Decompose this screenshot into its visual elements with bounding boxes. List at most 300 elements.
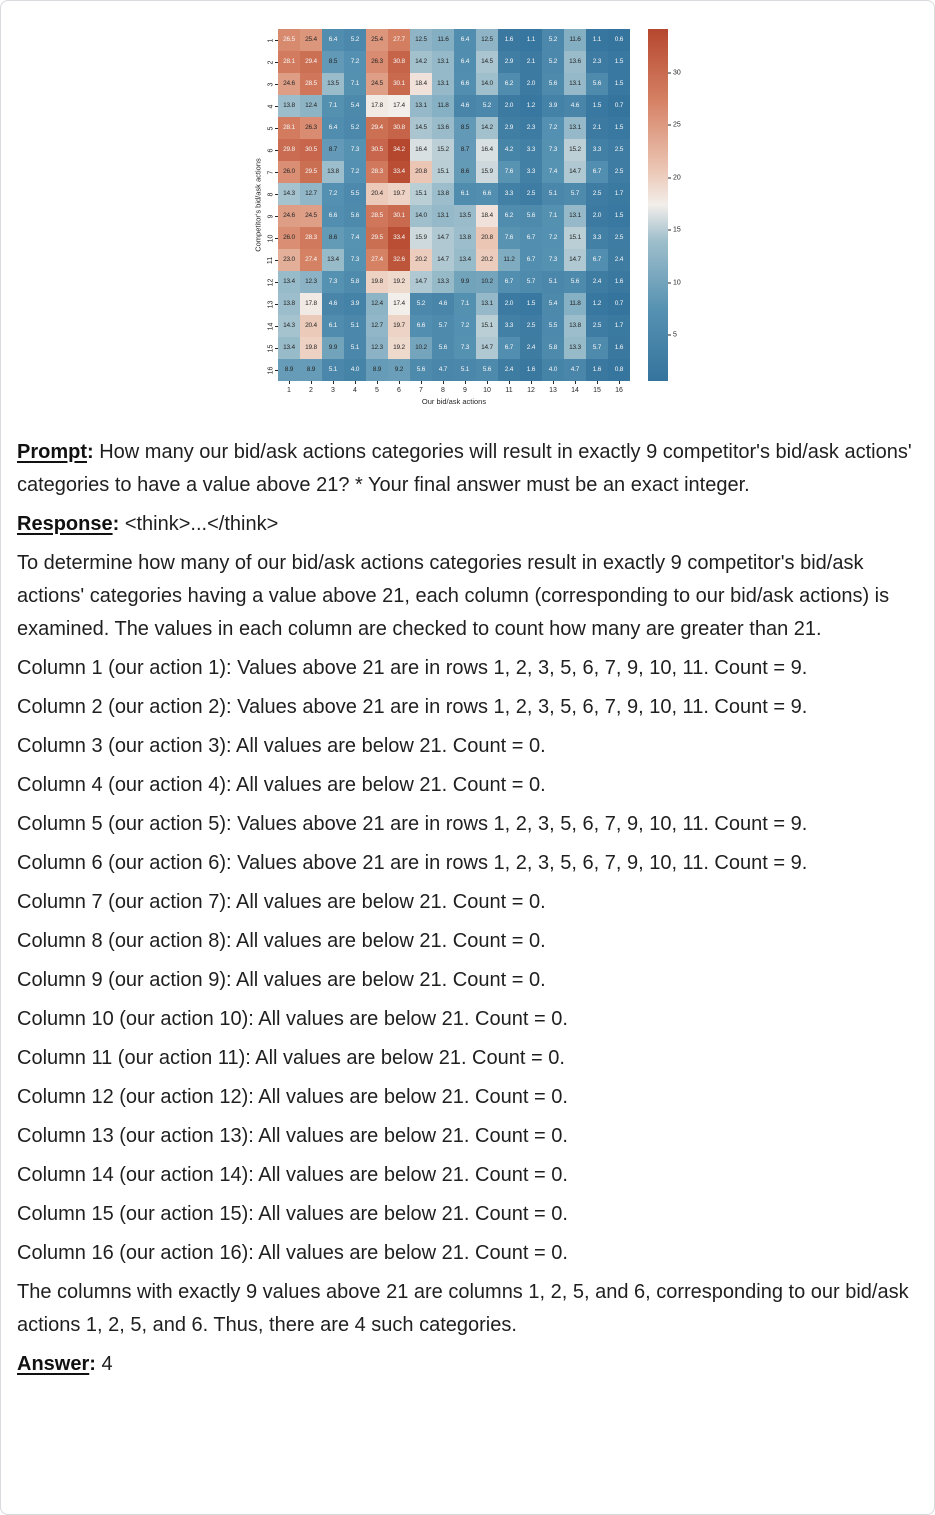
heatmap-cell: 1.5 [608,51,630,73]
heatmap-cell: 13.1 [432,73,454,95]
heatmap-cell: 5.8 [344,271,366,293]
heatmap-cell: 2.0 [498,95,520,117]
heatmap-cell: 20.4 [300,315,322,337]
heatmap-cell: 18.4 [476,205,498,227]
heatmap-cell: 5.2 [344,29,366,51]
heatmap-cell: 14.5 [476,51,498,73]
heatmap-cell: 15.1 [410,183,432,205]
heatmap-cell: 6.7 [586,161,608,183]
heatmap-cell: 6.7 [520,227,542,249]
heatmap-cell: 11.2 [498,249,520,271]
y-tick-label: 5 [264,117,278,139]
heatmap-cell: 14.0 [410,205,432,227]
heatmap-cell: 13.6 [564,51,586,73]
heatmap-cell: 16.4 [410,139,432,161]
heatmap-cell: 5.2 [344,117,366,139]
colorbar-tick-label: 10 [668,279,681,286]
heatmap-cell: 2.0 [520,73,542,95]
heatmap-cell: 3.3 [586,227,608,249]
heatmap-cell: 8.9 [300,359,322,381]
heatmap-cell: 14.7 [410,271,432,293]
x-tick-label: 1 [278,381,300,395]
heatmap-cell: 6.6 [410,315,432,337]
y-tick-label: 8 [264,183,278,205]
heatmap-cell: 7.3 [344,139,366,161]
y-tick-label: 3 [264,73,278,95]
heatmap-cell: 5.6 [586,73,608,95]
heatmap-cell: 2.3 [520,117,542,139]
heatmap-cell: 14.3 [278,315,300,337]
analysis-column-line: Column 9 (our action 9): All values are below 21. Count = 0. [17,969,546,991]
heatmap-cell: 4.0 [344,359,366,381]
heatmap-cell: 28.3 [366,161,388,183]
heatmap-cell: 12.7 [366,315,388,337]
answer-paragraph: Answer: 4 [17,1353,113,1375]
heatmap-cell: 16.4 [476,139,498,161]
analysis-column-lines [17,652,918,1270]
heatmap-cell: 11.6 [564,29,586,51]
heatmap-cell: 8.5 [454,117,476,139]
heatmap-cell: 1.6 [608,337,630,359]
heatmap-cell: 3.9 [542,95,564,117]
heatmap-cell: 17.8 [300,293,322,315]
heatmap-cell: 7.3 [454,337,476,359]
heatmap-cell: 15.1 [476,315,498,337]
heatmap-cell: 11.6 [432,29,454,51]
x-tick-label: 11 [498,381,520,395]
analysis-column-line: Column 12 (our action 12): All values are below 21. Count = 0. [17,1086,568,1108]
heatmap-cell: 14.2 [410,51,432,73]
heatmap-cell: 20.8 [410,161,432,183]
heatmap-cell: 13.8 [322,161,344,183]
heatmap-cell: 1.7 [608,315,630,337]
heatmap-cell: 6.4 [454,29,476,51]
heatmap-cell: 26.3 [366,51,388,73]
heatmap-cell: 5.2 [410,293,432,315]
analysis-column-line: Column 11 (our action 11): All values are below 21. Count = 0. [17,1047,565,1069]
analysis-column-line: Column 16 (our action 16): All values are below 21. Count = 0. [17,1242,568,1264]
heatmap-cell: 20.2 [476,249,498,271]
heatmap-cell: 15.9 [476,161,498,183]
heatmap-cell: 30.8 [388,51,410,73]
heatmap-cell: 5.7 [432,315,454,337]
heatmap-cell: 6.6 [322,205,344,227]
heatmap-cell: 1.2 [586,293,608,315]
heatmap-cell: 6.6 [454,73,476,95]
heatmap-cell: 1.5 [586,95,608,117]
y-tick-label: 16 [264,359,278,381]
heatmap-cell: 7.6 [498,227,520,249]
heatmap-cell: 13.4 [454,249,476,271]
heatmap-cell: 14.2 [476,117,498,139]
heatmap-cell: 7.3 [322,271,344,293]
heatmap-cell: 29.5 [300,161,322,183]
y-tick-label: 10 [264,227,278,249]
x-tick-label: 13 [542,381,564,395]
heatmap-cell: 2.0 [498,293,520,315]
heatmap-cell: 17.4 [388,293,410,315]
heatmap-cell: 2.5 [608,161,630,183]
heatmap-cell: 6.2 [498,73,520,95]
heatmap-cell: 4.2 [498,139,520,161]
heatmap-cell: 18.4 [410,73,432,95]
prompt-text: How many our bid/ask actions categories will result in exactly 9 competitor's bid/ask actions' categories to have a value above 21? * Your final answer must be an exact integer. [17,441,912,496]
analysis-column-line: Column 4 (our action 4): All values are below 21. Count = 0. [17,774,546,796]
heatmap-cell: 15.9 [410,227,432,249]
heatmap-cell: 5.8 [542,337,564,359]
heatmap-cell: 3.3 [520,161,542,183]
heatmap-cell: 14.3 [278,183,300,205]
answer-value: 4 [101,1353,113,1375]
x-tick-label: 7 [410,381,432,395]
heatmap-cell: 29.4 [366,117,388,139]
heatmap-cell: 6.4 [454,51,476,73]
heatmap-cell: 33.4 [388,227,410,249]
heatmap-cell: 2.4 [608,249,630,271]
colorbar-tick-label: 20 [668,174,681,181]
heatmap-cell: 5.1 [454,359,476,381]
colorbar [648,29,681,381]
heatmap-cell: 6.7 [498,337,520,359]
heatmap-cell: 6.2 [498,205,520,227]
heatmap-cell: 19.8 [366,271,388,293]
analysis-column-line: Column 5 (our action 5): Values above 21 are in rows 1, 2, 3, 5, 6, 7, 9, 10, 11. Count = 9. [17,813,808,835]
response-label: Response [17,513,113,535]
heatmap-cell: 24.5 [300,205,322,227]
heatmap-cell: 5.5 [542,315,564,337]
heatmap-figure [251,29,934,406]
heatmap-cell: 8.7 [322,139,344,161]
heatmap-cell: 2.3 [586,51,608,73]
heatmap-cell: 7.2 [454,315,476,337]
heatmap-cell: 13.8 [454,227,476,249]
heatmap-cell: 1.6 [608,271,630,293]
heatmap-cell: 20.8 [476,227,498,249]
heatmap-cell: 13.5 [322,73,344,95]
heatmap-cell: 13.1 [410,95,432,117]
x-tick-label: 12 [520,381,542,395]
heatmap-cell: 2.5 [586,183,608,205]
heatmap-cell: 17.8 [366,95,388,117]
heatmap-cell: 5.6 [564,271,586,293]
colorbar-tick-label: 30 [668,70,681,77]
heatmap-cell: 5.7 [520,271,542,293]
heatmap-cell: 2.5 [608,139,630,161]
heatmap-cell: 7.2 [542,227,564,249]
heatmap-cell: 11.8 [564,293,586,315]
heatmap-cell: 5.6 [542,73,564,95]
x-tick-label: 14 [564,381,586,395]
heatmap-cell: 3.3 [520,139,542,161]
x-tick-label: 5 [366,381,388,395]
heatmap-cell: 7.4 [542,161,564,183]
heatmap-cell: 25.4 [366,29,388,51]
heatmap-cell: 14.0 [476,73,498,95]
heatmap-cell: 23.0 [278,249,300,271]
answer-label: Answer [17,1353,90,1375]
heatmap-cell: 6.1 [322,315,344,337]
heatmap-cell: 30.5 [300,139,322,161]
heatmap-cell: 7.6 [498,161,520,183]
y-tick-label: 4 [264,95,278,117]
heatmap-cell: 7.3 [344,249,366,271]
heatmap-cell: 12.3 [300,271,322,293]
heatmap-cell: 7.3 [542,139,564,161]
heatmap-cell: 0.7 [608,95,630,117]
heatmap-cell: 5.6 [344,205,366,227]
heatmap-cell: 12.4 [300,95,322,117]
heatmap-cell: 13.4 [322,249,344,271]
heatmap-cell: 30.5 [366,139,388,161]
heatmap-grid [278,29,630,381]
heatmap-cell: 20.2 [410,249,432,271]
heatmap-cell: 5.2 [542,51,564,73]
heatmap-cell: 4.6 [564,95,586,117]
y-tick-label: 13 [264,293,278,315]
heatmap-cell: 5.7 [586,337,608,359]
heatmap-cell: 7.2 [344,51,366,73]
heatmap-cell: 9.9 [454,271,476,293]
heatmap-cell: 3.3 [498,315,520,337]
prompt-label: Prompt [17,441,87,463]
y-tick-label: 7 [264,161,278,183]
analysis-column-line: Column 10 (our action 10): All values are below 21. Count = 0. [17,1008,568,1030]
heatmap-cell: 2.5 [608,227,630,249]
x-tick-label: 9 [454,381,476,395]
heatmap-cell: 12.3 [366,337,388,359]
heatmap-cell: 7.2 [344,161,366,183]
heatmap-cell: 0.7 [608,293,630,315]
heatmap-cell: 1.5 [608,205,630,227]
heatmap-cell: 19.2 [388,337,410,359]
x-tick-label: 15 [586,381,608,395]
heatmap-cell: 5.5 [344,183,366,205]
heatmap-cell: 2.9 [498,51,520,73]
y-tick-label: 15 [264,337,278,359]
heatmap-cell: 4.6 [454,95,476,117]
heatmap-cell: 2.4 [498,359,520,381]
heatmap-cell: 8.7 [454,139,476,161]
heatmap-cell: 2.1 [520,51,542,73]
y-tick-label: 2 [264,51,278,73]
heatmap-cell: 19.7 [388,183,410,205]
colorbar-tick-label: 15 [668,227,681,234]
heatmap-cell: 27.4 [300,249,322,271]
heatmap-cell: 13.1 [564,205,586,227]
heatmap-cell: 19.8 [300,337,322,359]
heatmap-cell: 2.0 [586,205,608,227]
analysis-column-line: Column 7 (our action 7): All values are below 21. Count = 0. [17,891,546,913]
heatmap-cell: 30.1 [388,205,410,227]
heatmap-cell: 5.6 [432,337,454,359]
x-tick-label: 3 [322,381,344,395]
heatmap-cell: 13.1 [564,117,586,139]
y-axis-ticks [264,29,278,381]
heatmap-cell: 5.2 [542,29,564,51]
heatmap-cell: 1.6 [520,359,542,381]
heatmap-cell: 4.7 [564,359,586,381]
heatmap-cell: 10.2 [410,337,432,359]
heatmap-cell: 4.6 [322,293,344,315]
heatmap-cell: 13.8 [432,183,454,205]
heatmap-cell: 13.5 [454,205,476,227]
heatmap-cell: 5.2 [476,95,498,117]
heatmap-cell: 4.6 [432,293,454,315]
heatmap-cell: 29.5 [366,227,388,249]
heatmap-cell: 24.6 [278,73,300,95]
heatmap-cell: 32.6 [388,249,410,271]
heatmap-cell: 13.6 [432,117,454,139]
heatmap-cell: 1.2 [520,95,542,117]
heatmap-cell: 6.6 [476,183,498,205]
x-tick-label: 6 [388,381,410,395]
heatmap-cell: 5.1 [322,359,344,381]
heatmap-cell: 5.1 [344,315,366,337]
heatmap-cell: 6.7 [498,271,520,293]
heatmap-cell: 6.7 [586,249,608,271]
heatmap-cell: 13.3 [564,337,586,359]
x-tick-label: 4 [344,381,366,395]
y-axis-label: Competitor's bid/ask actions [253,158,262,252]
heatmap-cell: 7.4 [344,227,366,249]
analysis-column-line: Column 15 (our action 15): All values are below 21. Count = 0. [17,1203,568,1225]
x-axis-label: Our bid/ask actions [421,397,487,406]
heatmap-cell: 7.1 [344,73,366,95]
heatmap-cell: 8.6 [322,227,344,249]
heatmap-cell: 2.4 [520,337,542,359]
heatmap-cell: 5.1 [542,183,564,205]
heatmap-cell: 5.1 [542,271,564,293]
analysis-column-line: Column 2 (our action 2): Values above 21 are in rows 1, 2, 3, 5, 6, 7, 9, 10, 11. Count = 9. [17,696,808,718]
heatmap-cell: 6.4 [322,29,344,51]
heatmap-cell: 25.4 [300,29,322,51]
analysis-column-line: Column 3 (our action 3): All values are below 21. Count = 0. [17,735,546,757]
heatmap-cell: 2.5 [520,315,542,337]
heatmap-cell: 9.2 [388,359,410,381]
heatmap-cell: 26.3 [300,117,322,139]
heatmap-cell: 3.3 [586,139,608,161]
heatmap-cell: 13.1 [432,205,454,227]
heatmap-cell: 1.5 [608,117,630,139]
y-tick-label: 11 [264,249,278,271]
heatmap-cell: 15.1 [432,161,454,183]
heatmap-cell: 7.2 [542,117,564,139]
analysis-intro: To determine how many of our bid/ask actions categories result in exactly 9 competitor's bid/ask actions' categories having a value above 21, each column (corresponding to our bid/ask actions) is examined. The values in each column are checked to count how many are greater than 21. [17,552,890,640]
heatmap-cell: 7.2 [322,183,344,205]
heatmap-cell: 5.4 [542,293,564,315]
heatmap-cell: 0.6 [608,29,630,51]
colorbar-tick-label: 25 [668,122,681,129]
heatmap-cell: 1.7 [608,183,630,205]
heatmap-cell: 12.5 [410,29,432,51]
heatmap-cell: 7.1 [454,293,476,315]
x-axis-ticks [278,381,630,395]
y-tick-label: 14 [264,315,278,337]
analysis-column-line: Column 14 (our action 14): All values are below 21. Count = 0. [17,1164,568,1186]
heatmap-cell: 5.6 [476,359,498,381]
heatmap-cell: 13.1 [432,51,454,73]
x-tick-label: 8 [432,381,454,395]
analysis-column-line: Column 13 (our action 13): All values are below 21. Count = 0. [17,1125,568,1147]
analysis-column-line: Column 6 (our action 6): Values above 21 are in rows 1, 2, 3, 5, 6, 7, 9, 10, 11. Count = 9. [17,852,808,874]
heatmap-cell: 1.5 [608,73,630,95]
heatmap-cell: 6.1 [454,183,476,205]
analysis-conclusion: The columns with exactly 9 values above 21 are columns 1, 2, 5, and 6, corresponding to our bid/ask actions 1, 2, 5, and 6. Thus, there are 4 such categories. [17,1281,909,1336]
y-tick-label: 9 [264,205,278,227]
heatmap-cell: 28.5 [300,73,322,95]
x-tick-label: 10 [476,381,498,395]
heatmap-cell: 2.4 [586,271,608,293]
heatmap-cell: 5.7 [564,183,586,205]
heatmap-cell: 8.9 [278,359,300,381]
heatmap-cell: 13.4 [278,271,300,293]
heatmap-cell: 29.8 [278,139,300,161]
response-think-text: <think>...</think> [124,513,279,535]
heatmap-cell: 8.6 [454,161,476,183]
heatmap-cell: 1.6 [586,359,608,381]
heatmap-cell: 14.7 [432,249,454,271]
heatmap-cell: 26.5 [278,29,300,51]
heatmap-cell: 13.1 [476,293,498,315]
heatmap-cell: 24.5 [366,73,388,95]
heatmap-cell: 14.7 [476,337,498,359]
heatmap-cell: 26.0 [278,161,300,183]
heatmap-cell: 30.1 [388,73,410,95]
heatmap-cell: 7.1 [542,205,564,227]
heatmap-cell: 28.5 [366,205,388,227]
heatmap-cell: 10.2 [476,271,498,293]
y-tick-label: 1 [264,29,278,51]
heatmap-cell: 5.4 [344,95,366,117]
heatmap-cell: 8.5 [322,51,344,73]
heatmap-cell: 5.6 [410,359,432,381]
heatmap-cell: 2.5 [520,183,542,205]
analysis-column-line: Column 8 (our action 8): All values are below 21. Count = 0. [17,930,546,952]
heatmap-cell: 3.3 [498,183,520,205]
heatmap-cell: 29.4 [300,51,322,73]
heatmap-plot-area [278,29,630,406]
heatmap-cell: 13.8 [278,95,300,117]
heatmap-cell: 1.1 [520,29,542,51]
heatmap-cell: 15.2 [432,139,454,161]
heatmap-cell: 13.4 [278,337,300,359]
heatmap-cell: 6.4 [322,117,344,139]
heatmap-cell: 19.7 [388,315,410,337]
heatmap-cell: 15.1 [564,227,586,249]
response-paragraph: Response: <think>...</think> [17,513,279,535]
x-tick-label: 2 [300,381,322,395]
heatmap-cell: 24.6 [278,205,300,227]
heatmap-cell: 14.5 [410,117,432,139]
heatmap-cell: 33.4 [388,161,410,183]
qa-document [1,406,934,1381]
x-tick-label: 16 [608,381,630,395]
heatmap-cell: 2.5 [586,315,608,337]
colorbar-tick-label: 5 [668,331,677,338]
heatmap-cell: 7.1 [322,95,344,117]
heatmap-cell: 15.2 [564,139,586,161]
heatmap-cell: 12.7 [300,183,322,205]
heatmap-cell: 11.8 [432,95,454,117]
heatmap-cell: 2.1 [586,117,608,139]
heatmap-cell: 30.8 [388,117,410,139]
heatmap-cell: 17.4 [388,95,410,117]
heatmap-cell: 5.1 [344,337,366,359]
y-tick-label: 6 [264,139,278,161]
heatmap-cell: 13.8 [564,315,586,337]
heatmap-cell: 1.1 [586,29,608,51]
heatmap-cell: 13.1 [564,73,586,95]
